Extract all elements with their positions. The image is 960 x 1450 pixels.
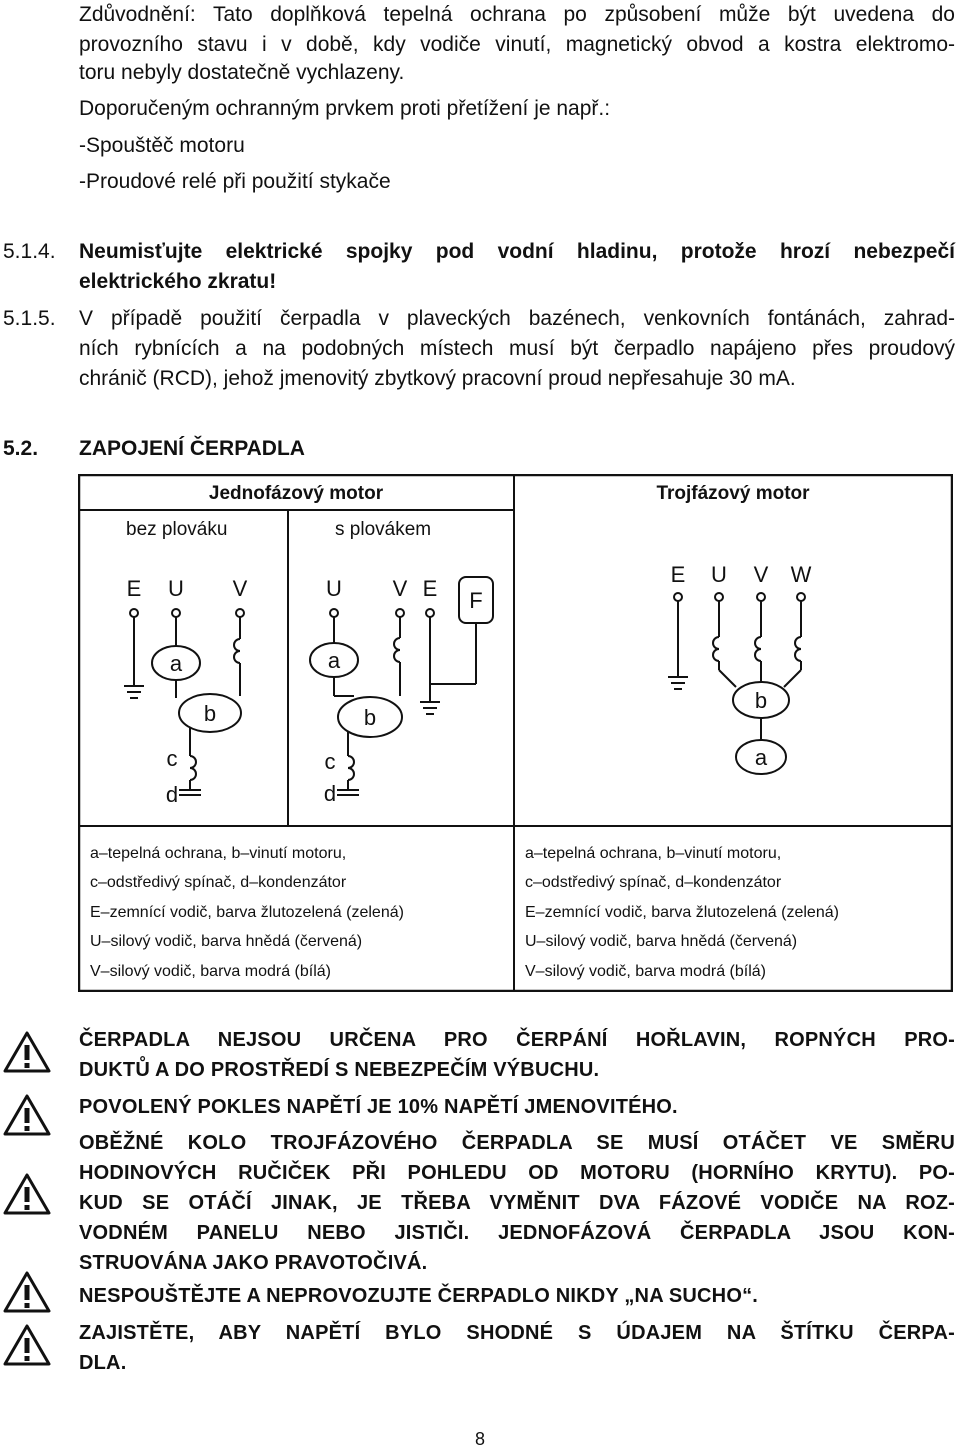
warning-icon (2, 1030, 52, 1074)
warning-rotation-line-4: VODNÉM PANELU NEBO JISTIČI. JEDNOFÁZOVÁ ČERPADLA JSOU KON- (79, 1222, 955, 1244)
label-c-2: c (324, 749, 336, 774)
warning-nameplate-voltage (79, 1318, 955, 1378)
warning-voltage-drop (79, 1092, 955, 1122)
legend-right-line-5: V–silový vodič, barva modrá (bílá) (525, 963, 766, 980)
label-d-2: d (323, 781, 337, 806)
legend-single-phase (90, 845, 404, 980)
warning-rotation (79, 1128, 955, 1278)
terminal-V-2: V (392, 576, 408, 601)
schematic-without-float (124, 609, 244, 795)
warning-rotation-line-1: OBĚŽNÉ KOLO TROJFÁZOVÉHO ČERPADLA SE MUSÍ OTÁČET VE SMĚRU (79, 1132, 955, 1154)
label-a-2: a (327, 648, 341, 673)
terminal-U-1: U (168, 576, 184, 601)
warning-icon (2, 1323, 52, 1367)
warning-flammables-line-1: ČERPADLA NEJSOU URČENA PRO ČERPÁNÍ HOŘLAVIN, ROPNÝCH PRO- (79, 1029, 955, 1051)
label-a-1: a (169, 651, 183, 676)
terminal-E-1: E (126, 576, 142, 601)
legend-right-line-4: U–silový vodič, barva hnědá (červená) (525, 933, 798, 950)
warning-rotation-line-5: STRUOVÁNA JAKO PRAVOTOČIVÁ. (79, 1252, 428, 1274)
section-5-1-5-number: 5.1.5. (3, 307, 56, 330)
wiring-diagram (78, 474, 953, 992)
single-phase-header: Jednofázový motor (208, 483, 384, 504)
warning-icon (2, 1172, 52, 1216)
label-d-1: d (165, 782, 179, 807)
warning-nameplate-line-2: DLA. (79, 1352, 127, 1374)
terminal-U-2: U (326, 576, 342, 601)
section-5-1-4-line-2: elektrického zkratu! (79, 270, 277, 293)
warning-icon (2, 1270, 52, 1314)
terminal-E-3: E (670, 562, 686, 587)
section-5-1-5-line-1: V případě použití čerpadla v plaveckých bazénech, venkovních fontánách, zahrad- (79, 307, 955, 330)
section-5-2-number: 5.2. (3, 437, 39, 460)
terminal-W-3: W (790, 562, 812, 587)
intro-reason-line-3: toru nebyly dostatečně vychlazeny. (79, 61, 405, 84)
terminal-V-3: V (753, 562, 769, 587)
warning-rotation-line-2: HODINOVÝCH RUČIČEK PŘI POHLEDU OD MOTORU (HORNÍHO KRYTU). PO- (79, 1162, 955, 1184)
legend-left-line-4: U–silový vodič, barva hnědá (červená) (90, 933, 363, 950)
warning-dry-run-line: NESPOUŠTĚJTE A NEPROVOZUJTE ČERPADLO NIKDY „NA SUCHO“. (79, 1285, 759, 1307)
legend-right-line-1: a–tepelná ochrana, b–vinutí motoru, (525, 845, 782, 862)
section-5-1-5-line-2: ních rybnících a na podobných místech musí být čerpadlo napájeno přes proudový (79, 337, 955, 360)
legend-right-line-3: E–zemnící vodič, barva žlutozelená (zelená) (525, 904, 839, 921)
warning-rotation-line-3: KUD SE OTÁČÍ JINAK, JE TŘEBA VYMĚNIT DVA FÁZOVÉ VODIČE NA ROZ- (79, 1192, 955, 1214)
section-5-1-5-line-3: chránič (RCD), jehož jmenovitý zbytkový pracovní proud nepřesahuje 30 mA. (79, 367, 796, 390)
schematic-three-phase (668, 593, 805, 774)
legend-left-line-2: c–odstředivý spínač, d–kondenzátor (90, 874, 347, 891)
legend-three-phase (525, 845, 839, 980)
warning-flammables (79, 1025, 955, 1085)
section-5-1-4-line-1: Neumisťujte elektrické spojky pod vodní hladinu, protože hrozí nebezpečí (79, 240, 955, 263)
warning-icon (2, 1093, 52, 1137)
warning-voltage-drop-line: POVOLENÝ POKLES NAPĚTÍ JE 10% NAPĚTÍ JMENOVITÉHO. (79, 1096, 678, 1118)
warning-flammables-line-2: DUKTŮ A DO PROSTŘEDÍ S NEBEZPEČÍM VÝBUCHU. (79, 1059, 600, 1081)
terminal-U-3: U (711, 562, 727, 587)
intro-reason-line-2: provozního stavu i v době, kdy vodiče vinutí, magnetický obvod a kostra elektromo- (79, 33, 955, 56)
legend-left-line-1: a–tepelná ochrana, b–vinutí motoru, (90, 845, 347, 862)
intro-item-relay: -Proudové relé při použití stykače (79, 170, 391, 193)
with-float-header: s plovákem (335, 519, 432, 540)
intro-reason-line-1: Zdůvodnění: Tato doplňková tepelná ochrana po způsobení může být uvedena do (79, 3, 955, 26)
without-float-header: bez plováku (126, 519, 228, 540)
intro-item-starter: -Spouštěč motoru (79, 134, 245, 157)
float-switch-F: F (469, 588, 483, 613)
section-5-2-title: ZAPOJENÍ ČERPADLA (79, 437, 305, 460)
warning-nameplate-line-1: ZAJISTĚTE, ABY NAPĚTÍ BYLO SHODNÉ S ÚDAJEM NA ŠTÍTKU ČERPA- (79, 1322, 955, 1344)
terminal-V-1: V (232, 576, 248, 601)
label-a-3: a (754, 745, 768, 770)
page-number: 8 (474, 1429, 485, 1449)
label-b-2: b (363, 705, 377, 730)
label-b-3: b (754, 688, 768, 713)
label-b-1: b (203, 701, 217, 726)
legend-left-line-5: V–silový vodič, barva modrá (bílá) (90, 963, 331, 980)
schematic-with-float (310, 577, 493, 795)
section-5-1-4-number: 5.1.4. (3, 240, 56, 263)
three-phase-header: Trojfázový motor (656, 483, 810, 504)
legend-left-line-3: E–zemnící vodič, barva žlutozelená (zelená) (90, 904, 404, 921)
warning-dry-run (79, 1281, 955, 1311)
terminal-E-2: E (422, 576, 438, 601)
intro-recommend: Doporučeným ochranným prvkem proti přetížení je např.: (79, 97, 611, 120)
label-c-1: c (166, 746, 178, 771)
legend-right-line-2: c–odstředivý spínač, d–kondenzátor (525, 874, 782, 891)
